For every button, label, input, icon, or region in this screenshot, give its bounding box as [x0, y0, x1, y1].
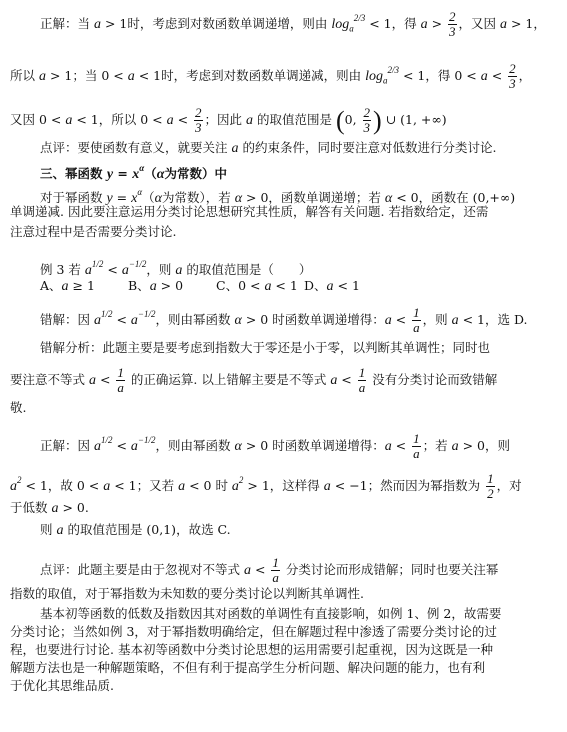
- paragraph-line: 解题方法也是一种解题策略，不但有利于提高学生分析问题、解决问题的能力，也有利: [10, 660, 486, 675]
- paragraph-line: 错解分析：此题主要是要考虑到指数大于零还是小于零，以判断其单调性；同时也: [40, 340, 491, 355]
- paragraph-line: $a^2 < 1$，故 0 < a < 1；又若 a < 0 时 $a^2 > 1$，这样得 a < −1；然而因为幂指数为 $\frac{1}{2}$ ，对: [10, 471, 522, 501]
- options-line: A、a ≥ 1 B、a > 0 C、0 < a < 1 D、a < 1: [40, 278, 360, 294]
- paragraph-line: 于优化其思维品质.: [10, 678, 114, 693]
- paragraph-line: 指数的取值，对于幂指数为未知数的要分类讨论以判断其单调性.: [10, 586, 364, 601]
- paragraph-line: 于低数 a > 0.: [10, 500, 89, 516]
- paragraph-line: 错解：因 $a^{1/2} < a^{-1/2}$，则由幂函数 α > 0 时函数单调递增得：a < $\frac{1}{a}$ ，则 a < 1，选 D.: [40, 305, 528, 335]
- paragraph-line: 则 a 的取值范围是 (0,1)，故选 C.: [40, 522, 231, 538]
- paragraph-line: 所以 a > 1；当 0 < a < 1时，考虑到对数函数单调递减，则由 $\log_a^{2/3} < 1$，得 0 < a < $\frac{2}{3}$ ，: [10, 61, 532, 91]
- paragraph-line: 点评：要使函数有意义，就要关注 a 的约束条件，同时要注意对低数进行分类讨论.: [40, 140, 497, 156]
- paragraph-line: 单调递减. 因此要注意运用分类讨论思想研究其性质，解答有关问题. 若指数给定，还需: [10, 204, 489, 219]
- paragraph-line: 又因 0 < a < 1，所以 0 < a < $\frac{2}{3}$ ；因此 a 的取值范围是 (0, $\frac{2}{3}$ ) ∪ (1, +∞): [10, 105, 447, 135]
- paragraph-line: 程，也要进行讨论. 基本初等函数中分类讨论思想的运用需要引起重视，因为这既是一种: [10, 642, 493, 657]
- paragraph-line: 正解：因 $a^{1/2} < a^{-1/2}$，则由幂函数 α > 0 时函数单调递增得：a < $\frac{1}{a}$ ；若 a > 0，则: [40, 431, 510, 461]
- section-heading: 三、幂函数 $y = x^\alpha(\alpha$为常数）中: [40, 163, 228, 182]
- paragraph-line: 对于幂函数 $y = x^\alpha(\alpha$为常数），若 α > 0，函数单调递增；若 α < 0，函数在 (0,+∞): [40, 187, 516, 206]
- example-line: 例 3 若 $a^{1/2} < a^{-1/2}$，则 a 的取值范围是（ ）: [40, 259, 312, 278]
- paragraph-line: 正解：当 a > 1时，考虑到对数函数单调递增，则由 $\log_a^{2/3} < 1$，得 a > $\frac{2}{3}$ ，又因 a > 1，: [40, 9, 546, 39]
- paragraph-line: 敬.: [10, 400, 27, 415]
- paragraph-line: 注意过程中是否需要分类讨论.: [10, 224, 177, 239]
- paragraph-line: 要注意不等式 a < $\frac{1}{a}$ 的正确运算. 以上错解主要是不等式 a < $\frac{1}{a}$ 没有分类讨论而致错解: [10, 365, 498, 395]
- paragraph-line: 分类讨论；当然如例 3，对于幂指数明确给定，但在解题过程中渗透了需要分类讨论的过: [10, 624, 497, 639]
- paragraph-line: 基本初等函数的低数及指数因其对函数的单调性有直接影响，如例 1、例 2，故需要: [40, 606, 502, 621]
- paragraph-line: 点评：此题主要是由于忽视对不等式 a < $\frac{1}{a}$ 分类讨论而形成错解；同时也要关注幂: [40, 555, 499, 585]
